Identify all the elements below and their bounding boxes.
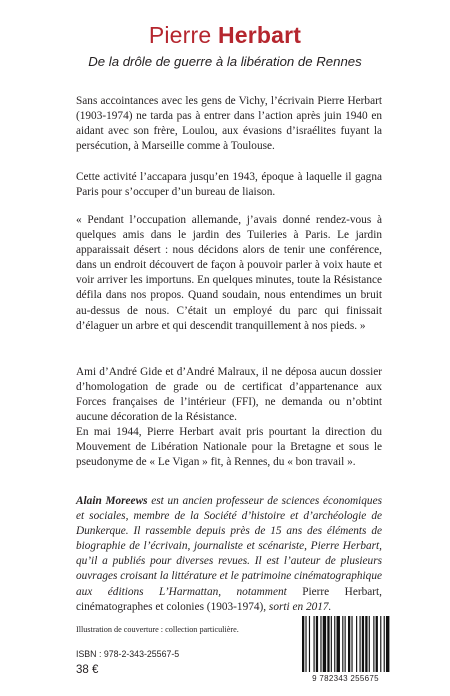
paragraph-4: Ami d’André Gide et d’André Malraux, il ne déposa aucun dossier d’homologation de grade ou de certificat d’appartenance aux Forces françaises de l’intérieur (FFI), ne demanda ou n’obtint aucune décoration de la Résistance. xyxy=(76,366,382,424)
barcode-bars xyxy=(298,616,393,674)
bio-text-end: , sorti en 2017. xyxy=(263,600,332,613)
bio-author-name: Alain Moreews xyxy=(76,495,148,507)
quote-paragraph: « Pendant l’occupation allemande, j’avais donné rendez-vous à quelques amis dans le jardin des Tuileries à Paris. Le jardin apparaissait désert : nous décidons alors de tenir une conférence, dans un endroit découvert de façon à pouvoir parler à voix haute et voir arriver les importuns. En quelques minutes, toute la Résistance défila dans nos propos. Quand soudain, nous entendimes un bruit au-dessus de nous. C’était un employé du parc qui finissait d’élaguer un arbre et qui descendit tranquillement à nos pieds. » xyxy=(76,214,382,332)
price: 38 € xyxy=(76,664,99,676)
bio-book-title: Pierre Herbart, cinématographes et colonies (1903-1974) xyxy=(76,585,382,613)
isbn: ISBN : 978-2-343-25567-5 xyxy=(76,649,180,659)
paragraph-2: Cette activité l’accapara jusqu’en 1943, époque à laquelle il gagna Paris pour s’occuper d’un bureau de liaison. xyxy=(76,171,382,199)
book-title xyxy=(0,22,450,49)
cover-credit: Illustration de couverture : collection particulière. xyxy=(76,625,239,634)
book-subtitle: De la drôle de guerre à la libération de Rennes xyxy=(88,54,362,69)
author-bio xyxy=(76,494,382,615)
author-first-name: Pierre xyxy=(148,22,212,48)
barcode xyxy=(298,616,393,685)
barcode-digits: 9 782343 255675 xyxy=(312,674,379,683)
bio-text: est un ancien professeur de sciences économiques et sociales, membre de la Société d’histoire et d’archéologie de Dunkerque. Il rassemble depuis près de 15 ans des éléments de biographie de l’écrivain, journaliste et scénariste, Pierre Herbart, qu’il a publiés pour diverses revues. Il est l’auteur de plusieurs ouvrages croisant la littérature et le patrimoine cinématographique aux éditions L’Harmattan, notamment xyxy=(76,495,382,598)
paragraph-1: Sans accointances avec les gens de Vichy, l’écrivain Pierre Herbart (1903-1974) ne tarda pas à entrer dans l’action après juin 1940 en aidant avec son frère, Loulou, aux évasions d’israélites fuyant la persécution, à Marseille comme à Toulouse. xyxy=(76,95,382,153)
paragraph-5: En mai 1944, Pierre Herbart avait pris pourtant la direction du Mouvement de Libération Nationale pour la Bretagne et sous le pseudonyme de « Le Vigan » fit, à Rennes, du « bon travail ». xyxy=(76,426,382,469)
author-last-name: Herbart xyxy=(217,22,302,48)
